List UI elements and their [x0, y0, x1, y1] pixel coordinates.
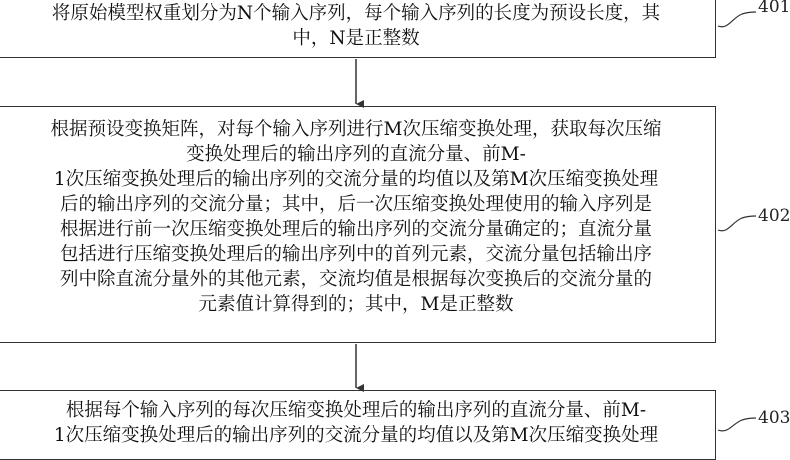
- step-402-line-6: 包括进行压缩变换处理后的输出序列中的首列元素，交流分量包括输出序: [59, 244, 652, 265]
- leader-402: [718, 216, 756, 231]
- leader-403: [718, 418, 756, 431]
- step-401-line-2: 中，N是正整数: [292, 28, 420, 49]
- step-402-line-7: 列中除直流分量外的其他元素，交流均值是根据每次变换后的交流分量的: [59, 269, 652, 290]
- ref-label-402: 402: [758, 206, 790, 226]
- ref-label-403: 403: [758, 408, 790, 428]
- step-402-line-3: 1次压缩变换处理后的输出序列的交流分量的均值以及第M次压缩变换处理: [53, 169, 659, 190]
- step-403-line-2: 1次压缩变换处理后的输出序列的交流分量的均值以及第M次压缩变换处理: [53, 425, 659, 446]
- ref-label-401: 401: [758, 0, 790, 17]
- step-402-line-8: 元素值计算得到的；其中，M是正整数: [198, 294, 514, 315]
- step-402-line-1: 根据预设变换矩阵，对每个输入序列进行M次压缩变换处理，获取每次压缩: [50, 119, 662, 140]
- step-402-line-5: 根据进行前一次压缩变换处理后的输出序列的交流分量确定的；直流分量: [59, 219, 652, 240]
- step-402-line-4: 后的输出序列的交流分量；其中，后一次压缩变换处理使用的输入序列是: [59, 194, 652, 215]
- step-401-line-1: 将原始模型权重划分为N个输入序列，每个输入序列的长度为预设长度，其: [51, 3, 661, 24]
- leader-401: [718, 12, 756, 27]
- step-403-line-1: 根据每个输入序列的每次压缩变换处理后的输出序列的直流分量、前M-: [65, 400, 647, 421]
- step-402-line-2: 变换处理后的输出序列的直流分量、前M-: [186, 144, 526, 165]
